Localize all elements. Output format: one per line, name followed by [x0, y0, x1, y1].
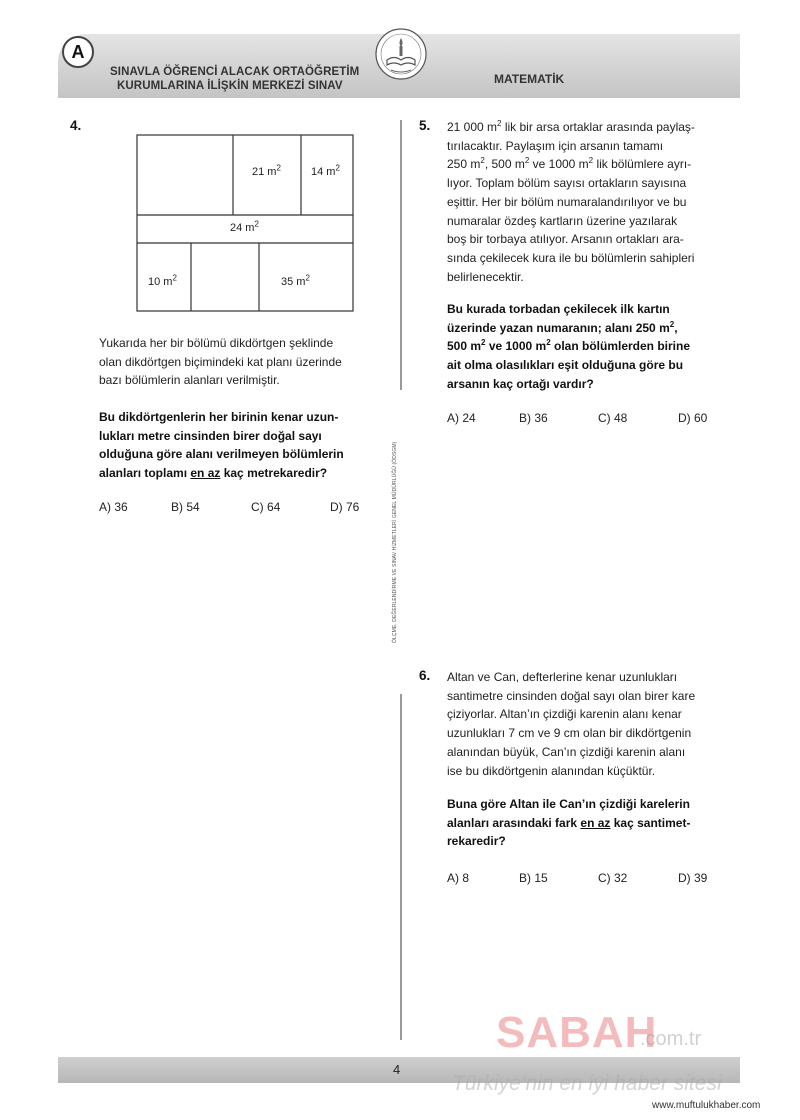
- q6-option-d[interactable]: D) 39: [678, 871, 708, 885]
- q5-option-c[interactable]: C) 48: [598, 411, 628, 425]
- q6-option-b[interactable]: B) 15: [519, 871, 548, 885]
- plan-label-14: 14 $m^2$: [311, 163, 340, 178]
- watermark-brand: SABAH: [496, 1008, 658, 1057]
- exam-title-line1: SINAVLA ÖĞRENCİ ALACAK ORTAÖĞRETİM: [110, 66, 360, 78]
- exam-title-line2: KURUMLARINA İLİŞKİN MERKEZİ SINAV: [117, 80, 343, 92]
- q5-text: 21 000 $m^2$ lik bir arsa ortaklar arasında paylaş- tırılacaktır. Paylaşım için arsanın tamamı 250 $m^2$, 500 $m^2$ ve 1000 $m^2$ lik bölümlere ayrı- lıyor. Toplam bölüm sayısı ortakların sayısına eşittir. Her bir bölüm numaralandırılıyor ve bu numaralar özdeş kartların üzerine yazılarak boş bir torbaya atılıyor. Arsanın ortakları ara- sında çekilecek kura ile bu bölümlerin sahipleri belirlenecektir.: [447, 119, 695, 284]
- q6-question: Buna göre Altan ile Can’ın çizdiği karelerin alanları arasındaki fark en az kaç santimet- rekaredir?: [447, 797, 691, 849]
- watermark-slogan: Türkiye’nin en iyi haber sitesi: [452, 1072, 722, 1095]
- plan-label-10: 10 $m^2$: [148, 273, 177, 288]
- site-url[interactable]: www.muftulukhaber.com: [652, 1100, 761, 1111]
- plan-label-21: 21 $m^2$: [252, 163, 281, 178]
- subject-title: MATEMATİK: [494, 72, 565, 86]
- q4-option-a[interactable]: A) 36: [99, 500, 128, 514]
- q4-question: Bu dikdörtgenlerin her birinin kenar uzun- lukları metre cinsinden birer doğal sayı olduğuna göre alanı verilmeyen bölümlerin alanları toplamı en az kaç metrekaredir?: [99, 410, 344, 481]
- page-number: 4: [393, 1062, 401, 1077]
- q6-text: Altan ve Can, defterlerine kenar uzunlukları santimetre cinsinden doğal sayı olan birer kare çiziyorlar. Altan’ın çizdiği karenin alanı kenar uzunlukları 7 cm ve 9 cm olan bir dikdörtgenin alanından büyük, Can’ın çizdiği karenin alanı ise bu dikdörtgenin alanından küçüktür.: [447, 670, 696, 778]
- plan-label-24: 24 $m^2$: [230, 219, 259, 234]
- q5-option-b[interactable]: B) 36: [519, 411, 548, 425]
- plan-label-35: 35 $m^2$: [281, 273, 310, 288]
- q4-number: 4.: [70, 118, 82, 133]
- q6-option-c[interactable]: C) 32: [598, 871, 628, 885]
- divider-text: ÖLÇME, DEĞERLENDİRME VE SINAV HİZMETLERİ GENEL MÜDÜRLÜĞÜ (ÖDSGM): [392, 390, 408, 694]
- q5-question: Bu kurada torbadan çekilecek ilk kartın üzerinde yazan numaranın; alanı 250 $m^2$, 500 $m^2$ ve 1000 $m^2$ olan bölümlerden birine ait olma olasılıkları eşit olduğuna göre bu arsanın kaç ortağı vardır?: [447, 302, 691, 391]
- q4-text: Yukarıda her bir bölümü dikdörtgen şeklinde olan dikdörtgen biçimindeki kat planı üzerinde bazı bölümlerin alanları verilmiştir.: [99, 336, 342, 388]
- q4-option-b[interactable]: B) 54: [171, 500, 200, 514]
- q5-option-d[interactable]: D) 60: [678, 411, 708, 425]
- q4-option-d[interactable]: D) 76: [330, 500, 360, 514]
- q5-number: 5.: [419, 118, 431, 133]
- meb-emblem-icon: [373, 24, 429, 86]
- booklet-letter: A: [62, 36, 94, 68]
- q5-option-a[interactable]: A) 24: [447, 411, 476, 425]
- q6-option-a[interactable]: A) 8: [447, 871, 470, 885]
- q4-option-c[interactable]: C) 64: [251, 500, 281, 514]
- q6-number: 6.: [419, 668, 431, 683]
- watermark-domain: .com.tr: [640, 1028, 702, 1050]
